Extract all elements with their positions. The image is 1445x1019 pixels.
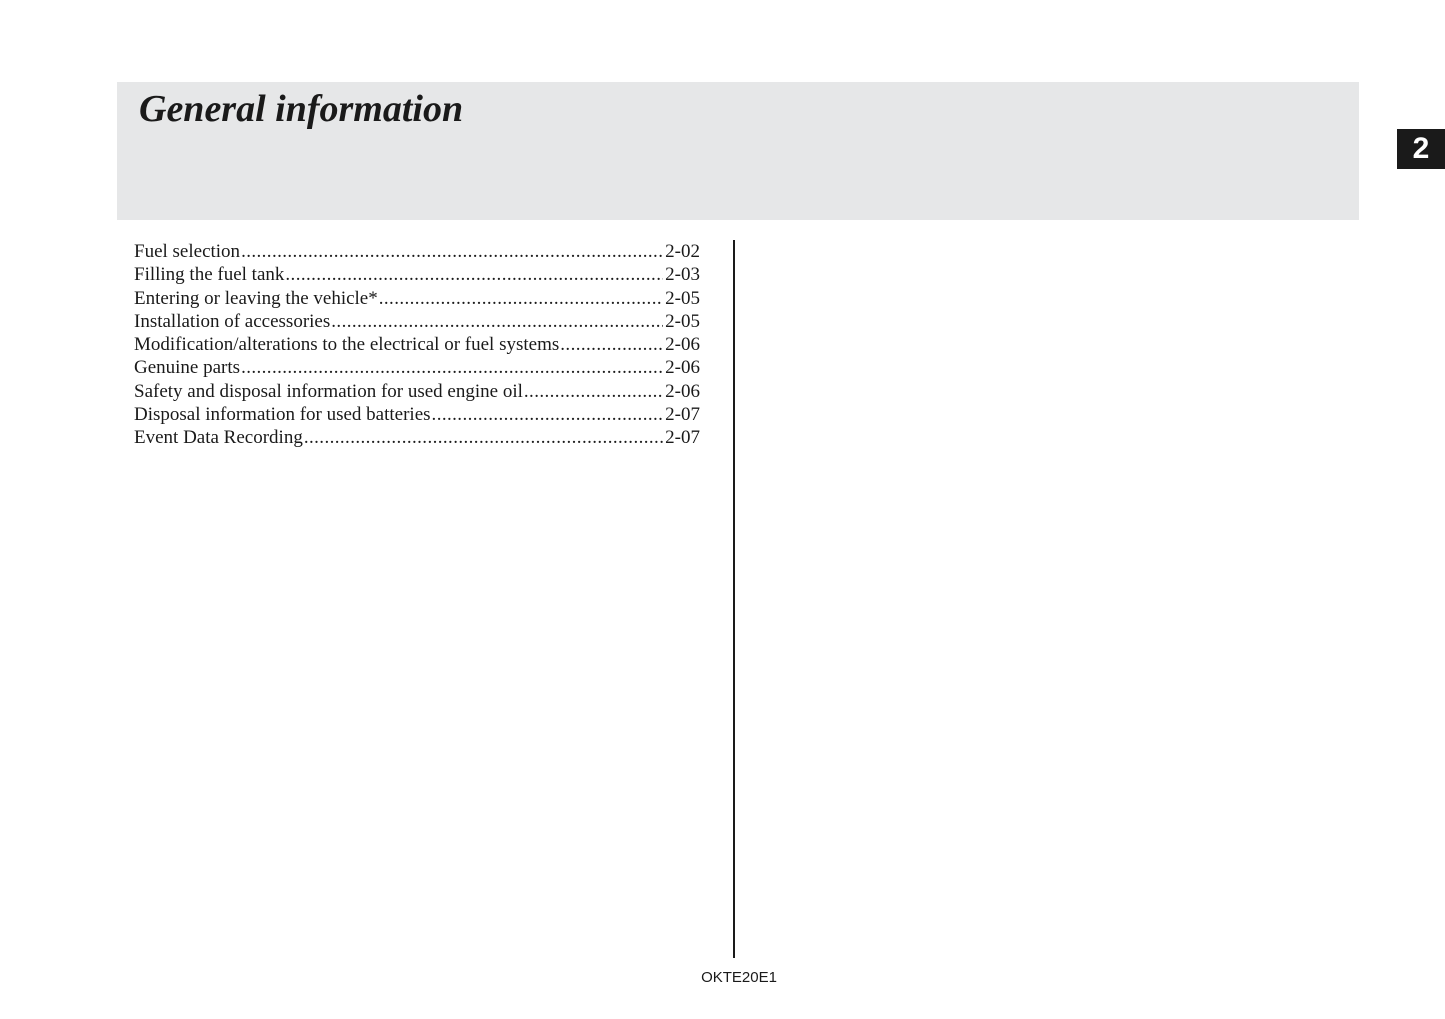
toc-entry-label: Event Data Recording — [134, 427, 303, 449]
toc-entry-label: Safety and disposal information for used engine oil — [134, 380, 523, 402]
toc-entry-label: Fuel selection — [134, 241, 241, 262]
toc-dot-leader — [379, 287, 663, 310]
toc-entry-page: 2-07 — [665, 427, 700, 449]
toc-entry-label: Disposal information for used batteries — [134, 404, 431, 426]
toc-dot-leader — [560, 333, 663, 356]
chapter-header-band — [117, 82, 1359, 220]
toc-entry-label: Genuine parts — [134, 357, 241, 379]
toc-dot-leader — [524, 380, 663, 403]
toc-entry-page: 2-05 — [665, 287, 700, 309]
toc-entry-page: 2-05 — [665, 310, 700, 332]
chapter-number-tab: 2 — [1397, 129, 1445, 169]
toc-entry-page: 2-02 — [665, 241, 700, 262]
toc-entry[interactable] — [134, 263, 700, 286]
toc-dot-leader — [304, 426, 663, 449]
toc-entry[interactable] — [134, 426, 700, 449]
chapter-title: General information — [139, 88, 464, 130]
toc-entry-label: Installation of accessories — [134, 310, 331, 332]
toc-entry-page: 2-03 — [665, 264, 700, 286]
toc-entry-label: Modification/alterations to the electrical or fuel systems — [134, 334, 560, 356]
toc-entry-label: Entering or leaving the vehicle* — [134, 287, 378, 309]
toc-entry[interactable] — [134, 356, 700, 379]
toc-entry[interactable] — [134, 333, 700, 356]
toc-entry-page: 2-06 — [665, 357, 700, 379]
toc-entry-label: Filling the fuel tank — [134, 264, 285, 286]
toc-dot-leader — [241, 356, 663, 379]
toc-entry-page: 2-06 — [665, 380, 700, 402]
toc-dot-leader — [432, 403, 664, 426]
toc-entry[interactable] — [134, 287, 700, 310]
toc-entry[interactable] — [134, 240, 700, 263]
toc-entry[interactable] — [134, 310, 700, 333]
toc-entry-page: 2-07 — [665, 404, 700, 426]
toc-dot-leader — [285, 263, 663, 286]
toc-entry-page: 2-06 — [665, 334, 700, 356]
toc-entry[interactable] — [134, 403, 700, 426]
document-code: OKTE20E1 — [701, 969, 777, 986]
column-divider — [733, 240, 735, 958]
toc-dot-leader — [331, 310, 663, 333]
toc-dot-leader — [241, 240, 663, 263]
table-of-contents — [134, 240, 700, 450]
toc-entry[interactable] — [134, 380, 700, 403]
